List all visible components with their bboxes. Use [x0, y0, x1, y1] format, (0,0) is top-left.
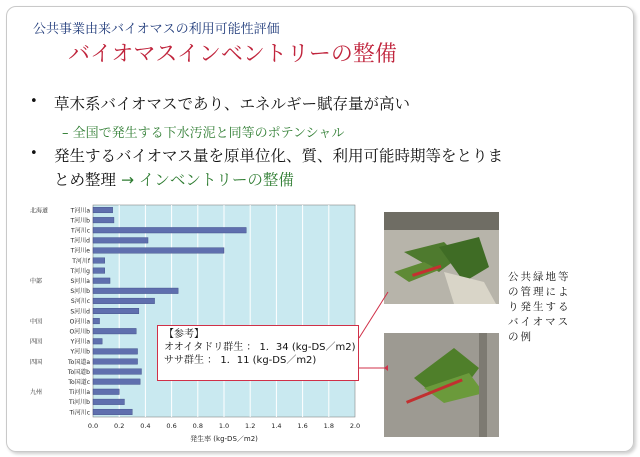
chart-group-label: 四国: [30, 358, 43, 366]
chart-x-tick-label: 2.0: [349, 422, 361, 430]
chart-x-tick-label: 1.2: [245, 422, 256, 430]
chart-category-label: Ti河川a: [69, 389, 90, 397]
chart-category-label: T河川e: [70, 247, 90, 255]
slide-title: バイオマスインベントリーの整備: [68, 42, 397, 67]
chart-category-label: S河川b: [70, 288, 90, 296]
chart-category-label: To国道a: [68, 358, 90, 366]
chart-x-tick-label: 1.0: [218, 422, 230, 430]
chart-category-label: Ti河川b: [69, 399, 90, 407]
chart-group-label: 四国: [30, 338, 43, 346]
chart-category-label: S河川d: [70, 308, 90, 316]
chart-category-label: T河川b: [70, 217, 90, 225]
callout-line-1: オオイタドリ群生 ： 1．34 (kg-DS／m2): [164, 342, 356, 353]
slide-subtitle: 公共事業由来バイオマスの利用可能性評価: [33, 22, 280, 37]
chart-x-tick-label: 1.8: [323, 422, 334, 430]
chart-category-label: S河川a: [70, 278, 90, 286]
chart-x-tick-label: 0.0: [87, 422, 99, 430]
chart-category-label: To国道c: [68, 378, 90, 386]
chart-category-label: Y河川b: [70, 348, 90, 356]
chart-group-label: 北海道: [30, 207, 49, 215]
chart-category-label: T河川g: [70, 267, 90, 275]
chart-category-label: T河川d: [70, 237, 90, 245]
chart-category-label: Y河川a: [70, 338, 90, 346]
chart-x-tick-label: 0.4: [140, 422, 151, 430]
chart-category-label: T河川c: [71, 227, 90, 235]
chart-x-tick-label: 1.6: [297, 422, 308, 430]
bullet-marker: •: [30, 94, 38, 109]
chart-category-label: T河川f: [72, 257, 90, 265]
callout-line-2: ササ群生 ： 1．11 (kg-DS／m2): [164, 355, 317, 366]
chart-group-label: 九州: [30, 389, 43, 397]
chart-category-label: S河川c: [70, 298, 90, 306]
chart-x-tick-label: 1.4: [271, 422, 282, 430]
chart-category-label: Ti河川c: [69, 409, 90, 417]
bullet-2-arrow-text: → インベントリーの整備: [120, 171, 294, 189]
chart-category-label: To国道b: [67, 368, 90, 376]
chart-category-label: O河川a: [69, 318, 90, 326]
photo-caption: 公共緑地等の管理により発生するバイオマスの例: [508, 271, 571, 343]
bullet-1-sub: – 全国で発生する下水汚泥と同等のポテンシャル: [62, 126, 345, 141]
chart-x-tick-label: 0.6: [166, 422, 177, 430]
chart-x-tick-label: 0.2: [114, 422, 125, 430]
bullet-2-text: とめ整理: [54, 171, 117, 189]
chart-x-tick-label: 0.8: [192, 422, 203, 430]
reference-callout: [157, 325, 359, 381]
callout-heading: 【参考】: [164, 329, 204, 340]
chart-x-axis-label: 発生率 (kg-DS／m2): [190, 435, 258, 443]
bullet-marker: •: [30, 146, 38, 161]
bullet-1: 草木系バイオマスであり、エネルギー賦存量が高い: [54, 95, 411, 113]
chart-category-label: O河川b: [69, 328, 90, 336]
bullet-2-line-1: 発生するバイオマス量を原単位化、質、利用可能時期等をとりま: [54, 147, 504, 165]
chart-category-label: T河川a: [70, 207, 90, 215]
chart-group-label: 中部: [30, 278, 43, 286]
chart-group-label: 中国: [30, 318, 43, 326]
